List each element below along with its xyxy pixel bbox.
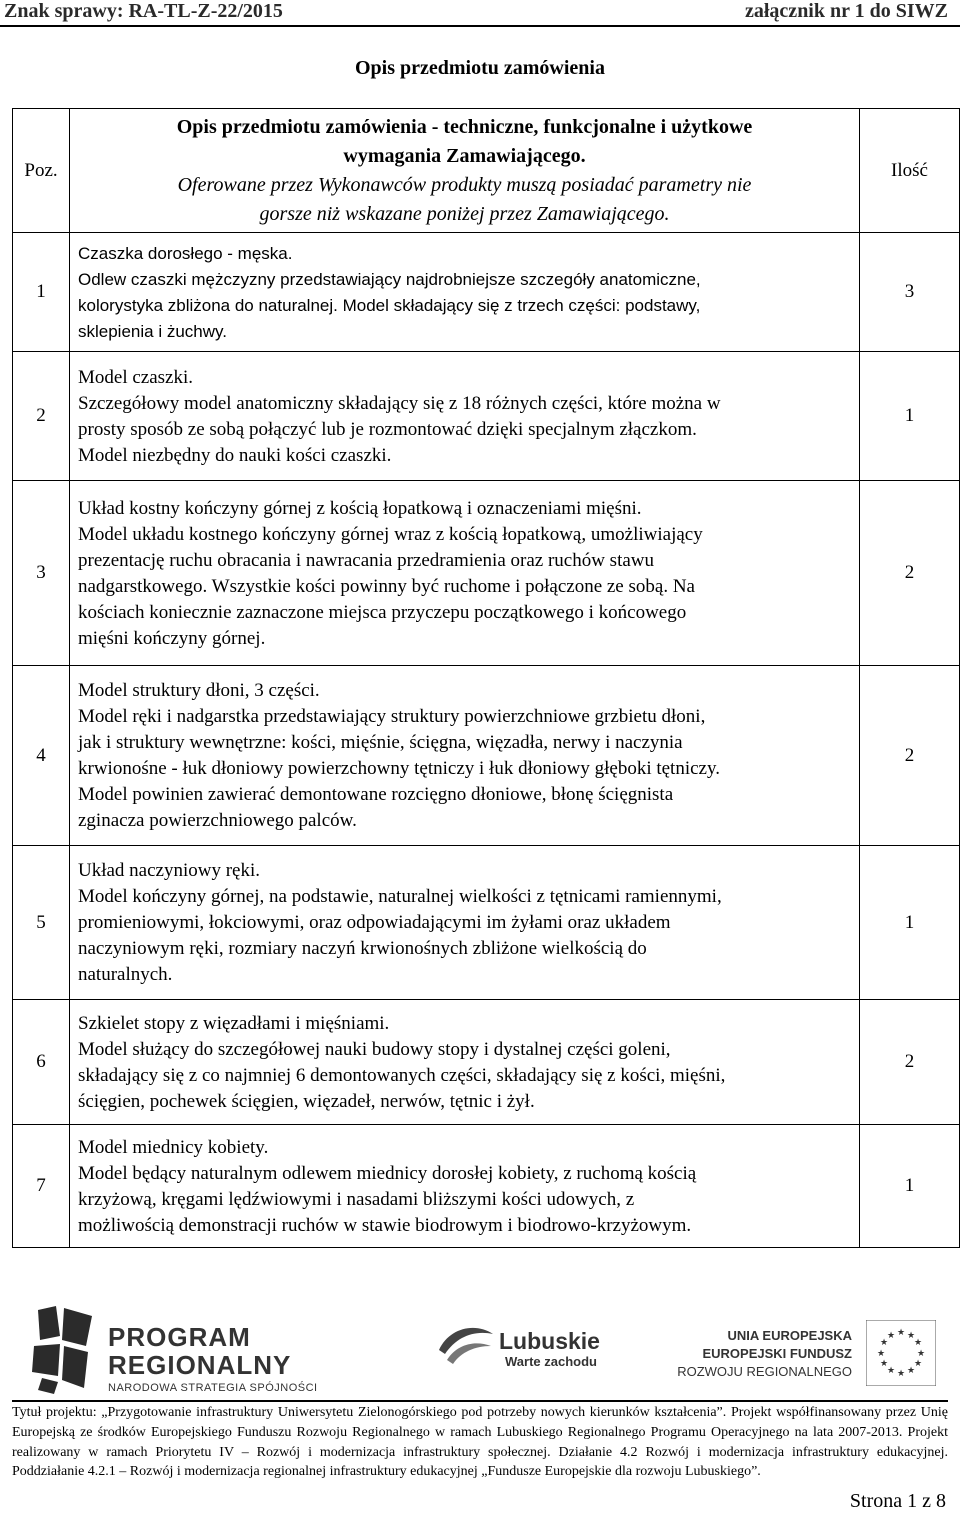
eu-line-3: ROZWOJU REGIONALNEGO: [677, 1364, 852, 1379]
item-text-line: prosty sposób ze sobą połączyć lub je rozmontować dzięki specjalnym złączkom.: [78, 418, 697, 440]
header-description-line: wymagania Zamawiającego.: [343, 145, 586, 167]
item-name: Szkielet stopy z więzadłami i mięśniami.: [78, 1012, 390, 1034]
row-quantity: 2: [860, 666, 960, 846]
item-text-line: Model powinien zawierać demontowane rozcięgno dłoniowe, błonę ścięgnista: [78, 784, 674, 805]
svg-text:★: ★: [896, 1369, 906, 1379]
item-text-line: Model ręki i nadgarstka przedstawiający struktury powierzchniowe grzbietu dłoni,: [78, 706, 706, 727]
item-text-line: krzyżową, kręgami lędźwiowymi i nasadami bliższymi kości udowych, z: [78, 1188, 635, 1210]
row-position: 7: [13, 1125, 70, 1248]
svg-text:★: ★: [879, 1338, 889, 1348]
item-text-line: możliwością demonstracji ruchów w stawie biodrowym i biodrowo-krzyżowym.: [78, 1214, 692, 1236]
table-row: [13, 1125, 960, 1248]
item-text-line: prezentację ruchu obracania i nawracania przedramienia oraz ruchów stawu: [78, 549, 655, 571]
row-description: [70, 846, 860, 1000]
svg-text:★: ★: [913, 1338, 923, 1348]
program-regionalny-mark-icon: [30, 1306, 98, 1394]
table-row: [13, 233, 960, 352]
header-description-line: Opis przedmiotu zamówienia - techniczne, funkcjonalne i użytkowe: [176, 116, 753, 138]
row-description: [70, 352, 860, 481]
svg-text:★: ★: [886, 1366, 896, 1376]
eu-flag-icon: [866, 1320, 936, 1386]
table-row: [13, 666, 960, 846]
column-header-description: [70, 109, 860, 233]
page-number: Strona 1 z 8: [849, 1490, 946, 1512]
item-text-line: Szczegółowy model anatomiczny składający się z 18 różnych części, które można w: [78, 392, 721, 414]
item-text-line: Model układu kostnego kończyny górnej wraz z kością łopatkową, umożliwiający: [78, 523, 703, 545]
row-position: 2: [13, 352, 70, 481]
row-position: 1: [13, 233, 70, 352]
item-name: Czaszka dorosłego - męska.: [78, 243, 293, 263]
item-text-line: kościach koniecznie zaznaczone miejsca przyczepu początkowego i końcowego: [78, 601, 687, 623]
column-header-qty: Ilość: [860, 109, 960, 233]
row-quantity: 1: [860, 1125, 960, 1248]
attachment-label: załącznik nr 1 do SIWZ: [745, 0, 948, 22]
item-text-line: naczyniowym ręki, rozmiary naczyń krwionośnych zbliżone wielkością do: [78, 938, 647, 959]
header-divider: [0, 25, 960, 27]
item-name: Model struktury dłoni, 3 części.: [78, 680, 320, 701]
item-text-line: zginacza powierzchniowego palców.: [78, 810, 357, 831]
item-text-line: składający się z co najmniej 6 demontowanych części, składający się z kości, mięśni,: [78, 1064, 726, 1086]
project-footer-text: Tytuł projektu: „Przygotowanie infrastruktury Uniwersytetu Zielonogórskiego pod potrzeby nowych kierunków kształcenia”. Projekt współfinansowany przez Unię Europejską ze środków Europejskiego Funduszu Rozwoju Regionalnego w ramach Lubuskiego Regionalnego Programu Operacyjnego na lata 2007-2013. Projekt realizowany w ramach Priorytetu IV – Rozwój i modernizacja infrastruktury społecznej. Działanie 4.2 Rozwój i modernizacja infrastruktury edukacyjnej. Poddziałanie 4.2.1 – Rozwój i modernizacja regionalnej infrastruktury edukacyjnej „Fundusze Europejskie dla rozwoju Lubuskiego”.: [12, 1405, 948, 1480]
eu-line-2: EUROPEJSKI FUNDUSZ: [702, 1346, 852, 1361]
item-text-line: Model niezbędny do nauki kości czaszki.: [78, 444, 392, 466]
svg-text:★: ★: [879, 1359, 889, 1369]
lubuskie-logo: [435, 1318, 635, 1378]
row-position: 5: [13, 846, 70, 1000]
table-row: [13, 1000, 960, 1125]
funding-logos: [30, 1306, 950, 1396]
row-quantity: 1: [860, 352, 960, 481]
table-row: [13, 481, 960, 666]
lubuskie-slogan: Warte zachodu: [505, 1354, 597, 1369]
row-position: 6: [13, 1000, 70, 1125]
row-description: [70, 1125, 860, 1248]
lubuskie-swoosh-icon: [435, 1320, 495, 1370]
case-number: Znak sprawy: RA-TL-Z-22/2015: [4, 0, 283, 22]
row-description: [70, 233, 860, 352]
item-text-line: jak i struktury wewnętrzne: kości, mięśnie, ścięgna, więzadła, nerwy i naczynia: [78, 732, 683, 753]
program-regionalny-logo: [30, 1306, 330, 1396]
item-text-line: Model służący do szczegółowej nauki budowy stopy i dystalnej części goleni,: [78, 1038, 671, 1060]
row-quantity: 2: [860, 481, 960, 666]
program-line-3: NARODOWA STRATEGIA SPÓJNOŚCI: [108, 1382, 318, 1394]
item-text-line: ścięgien, pochewek ścięgien, więzadeł, nerwów, tętnic i żył.: [78, 1090, 535, 1112]
page-header: [0, 0, 960, 26]
svg-text:★: ★: [906, 1366, 916, 1376]
program-line-2: REGIONALNY: [108, 1350, 292, 1380]
svg-text:★: ★: [876, 1349, 886, 1359]
row-quantity: 2: [860, 1000, 960, 1125]
item-text-line: promieniowymi, łokciowymi, oraz odpowiadającymi im żyłami oraz układem: [78, 912, 671, 933]
table-row: [13, 846, 960, 1000]
item-name: Układ naczyniowy ręki.: [78, 860, 261, 881]
item-name: Układ kostny kończyny górnej z kością łopatkową i oznaczeniami mięśni.: [78, 497, 642, 519]
svg-text:★: ★: [913, 1359, 923, 1369]
item-text-line: sklepienia i żuchwy.: [78, 321, 227, 341]
item-text-line: Model kończyny górnej, na podstawie, naturalnej wielkości z tętnicami ramiennymi,: [78, 886, 722, 907]
eu-logo: [677, 1320, 950, 1390]
item-text-line: Odlew czaszki mężczyzny przedstawiający najdrobniejsze szczegóły anatomiczne,: [78, 269, 701, 289]
row-quantity: 3: [860, 233, 960, 352]
svg-text:★: ★: [906, 1331, 916, 1341]
item-text-line: krwionośne - łuk dłoniowy powierzchowny tętniczy i łuk dłoniowy głęboki tętniczy.: [78, 758, 721, 779]
svg-text:★: ★: [916, 1349, 926, 1359]
row-description: [70, 1000, 860, 1125]
item-text-line: mięśni kończyny górnej.: [78, 627, 266, 649]
item-name: Model miednicy kobiety.: [78, 1136, 269, 1158]
header-description-note: gorsze niż wskazane poniżej przez Zamawiającego.: [259, 203, 670, 225]
eu-line-1: UNIA EUROPEJSKA: [727, 1328, 852, 1343]
specification-table: [12, 108, 960, 1248]
table-header-row: [13, 109, 960, 233]
row-position: 3: [13, 481, 70, 666]
row-description: [70, 481, 860, 666]
item-text-line: nadgarstkowego. Wszystkie kości powinny być ruchome i połączone ze sobą. Na: [78, 575, 695, 597]
item-text-line: Model będący naturalnym odlewem miednicy dorosłej kobiety, z ruchomą kością: [78, 1162, 697, 1184]
svg-text:★: ★: [896, 1328, 906, 1338]
row-description: [70, 666, 860, 846]
document-title: Opis przedmiotu zamówienia: [355, 57, 605, 79]
item-text-line: naturalnych.: [78, 964, 173, 985]
footer-divider: [12, 1400, 948, 1402]
header-description-note: Oferowane przez Wykonawców produkty muszą posiadać parametry nie: [177, 174, 752, 196]
column-header-poz: Poz.: [13, 109, 70, 233]
row-quantity: 1: [860, 846, 960, 1000]
row-position: 4: [13, 666, 70, 846]
item-text-line: kolorystyka zbliżona do naturalnej. Model składający się z trzech części: podstawy,: [78, 295, 701, 315]
lubuskie-name: Lubuskie: [499, 1328, 600, 1354]
program-line-1: PROGRAM: [108, 1322, 251, 1352]
svg-text:★: ★: [886, 1331, 896, 1341]
item-name: Model czaszki.: [78, 366, 194, 388]
table-row: [13, 352, 960, 481]
